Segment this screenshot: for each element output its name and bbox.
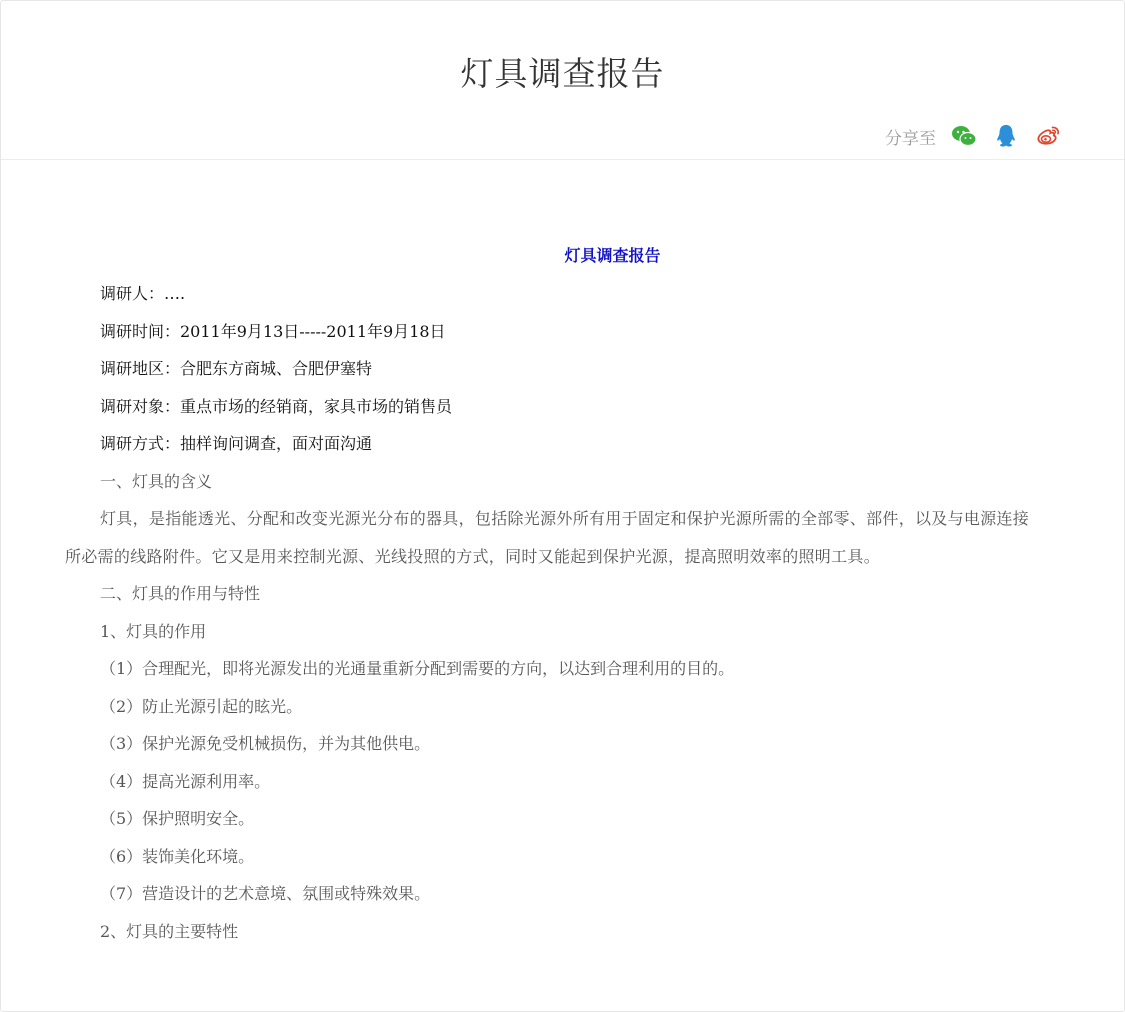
- meta-researcher: 调研人：….: [100, 284, 186, 303]
- list-item: （4）提高光源利用率。: [100, 771, 271, 791]
- article-heading: 灯具调查报告: [564, 246, 661, 265]
- meta-target: 调研对象：重点市场的经销商，家具市场的销售员: [100, 396, 453, 416]
- share-label: 分享至: [885, 128, 936, 149]
- qq-icon[interactable]: [992, 122, 1020, 150]
- meta-method: 调研方式：抽样询问调查，面对面沟通: [100, 434, 373, 453]
- list-item: （3）保护光源免受机械损伤，并为其他供电。: [100, 734, 431, 753]
- subsection-title: 2、灯具的主要特性: [100, 921, 239, 941]
- section-title: 二、灯具的作用与特性: [100, 584, 261, 603]
- list-item: （2）防止光源引起的眩光。: [100, 696, 303, 716]
- subsection-title: 1、灯具的作用: [100, 621, 207, 641]
- section-title: 一、灯具的含义: [100, 471, 213, 491]
- wechat-icon[interactable]: [950, 122, 978, 150]
- meta-time: 调研时间：2011年9月13日-----2011年9月18日: [100, 321, 446, 341]
- meta-region: 调研地区：合肥东方商城、合肥伊塞特: [100, 359, 373, 378]
- list-item: （7）营造设计的艺术意境、氛围或特殊效果。: [100, 884, 431, 903]
- article-content: [65, 237, 1045, 950]
- share-bar: [885, 119, 1062, 153]
- list-item: （1）合理配光，即将光源发出的光通量重新分配到需要的方向，以达到合理利用的目的。: [100, 659, 735, 678]
- page-header: [1, 1, 1124, 160]
- section-paragraph: 灯具，是指能透光、分配和改变光源光分布的器具，包括除光源外所有用于固定和保护光源所需的全部零、部件，以及与电源连接所必需的线路附件。它又是用来控制光源、光线投照的方式，同时又能起到保护光源，提高照明效率的照明工具。: [65, 509, 1030, 566]
- weibo-icon[interactable]: [1034, 122, 1062, 150]
- page-title: 灯具调查报告: [460, 54, 665, 93]
- list-item: （5）保护照明安全。: [100, 809, 255, 828]
- list-item: （6）装饰美化环境。: [100, 846, 255, 866]
